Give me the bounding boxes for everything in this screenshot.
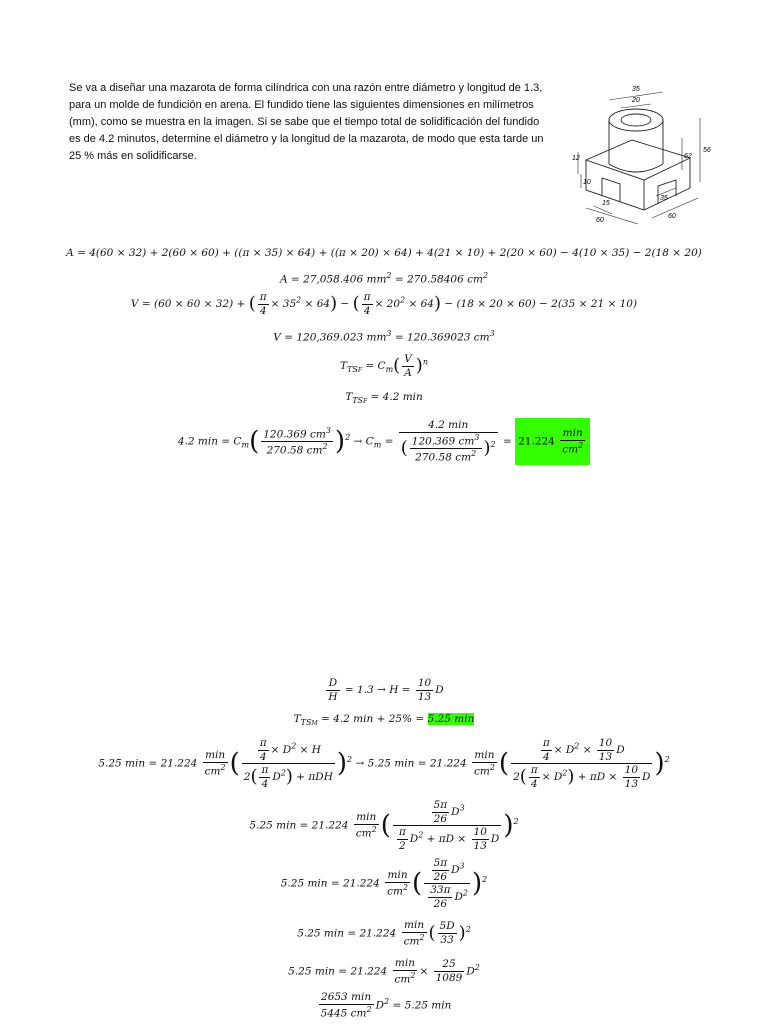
volume-value: V = 120,369.023 $mm^3 = 120.369023$ $cm^3$ [273,329,495,344]
problem-statement: Se va a diseñar una mazarota de forma cilíndrica con una razón entre diámetro y longitud de 1.3, para un molde de fundición en arena. El fundido tiene las siguientes dimensiones en milímetros (mm), como se muestra en la imagen. Si se sabe que el tiempo total de solidificación del fundido es de 4.2 minutos, determine el diámetro y la longitud de la mazarota, de modo que esta tarde un 25 % más en solidificarse. [69,82,544,162]
riser-equation-5: 5.25 min = 21.224 $\frac{\min}{cm^2}$ × $\frac{25}{1089}$ $D^2$ [288,957,480,985]
dim-label-62: 62 [684,153,692,160]
dim-label-10: 10 [583,179,591,186]
riser-equation-6: $\frac{2653 \min}{5445 cm^2}$ $D^2 = 5.25$ min [320,991,452,1019]
riser-equation-3: 5.25 min = 21.224 $\frac{\min}{cm^2}$ ( $\frac{5\pi}{26}$ $D^3$ $\frac{33\pi}{26}$ $D^2$ )$^2$ [280,857,488,910]
riser-equation-4: 5.25 min = 21.224 $\frac{\min}{cm^2}$ ( $\frac{5D}{33}$ )$^2$ [297,919,471,947]
cm-calculation: 4.2 $\min = C_m$( $\frac{120.369 cm^3}{270.58 cm^2}$ )$^2 \to C_m$ = 4.2 min ( $\frac{120.369 cm^3}{270.58 cm^2}$ )$^2$ = 21.224 $\frac{\min}{cm^2}$ [0,418,768,465]
ttsm-equation: $T_{TSM} = 4.2$ min + 25% = 5.25 min [293,713,475,728]
dim-label-35: 35 [632,86,640,93]
area-expression: A = 4(60 × 32) + 2(60 × 60) + ((π × 35) × 64) + ((π × 20) × 64) + 4(21 × 10) + 2(20 × 60) − 4(10 × 35) − 2(18 × 20) [66,247,702,259]
casting-drawing [572,78,722,230]
riser-equation-1: 5.25 min = 21.224 $\frac{\min}{cm^2}$ ( $\frac{\pi}{4}$ × $D^2 \times H$ 2( $\frac{\pi}{4}$ $D^2) + \pi DH$ )$^2$ → 5.25 min = 21.224 $\frac{\min}{cm^2}$ ( $\frac{\pi}{4}$ × $D^2$ × $\frac{10}{13}$ D 2( $\frac{\pi}{4}$ × $D^2) + \pi D$ × $\frac{10}{13}$ D )$^2$ [98,737,670,790]
cm-result-highlight: 21.224 $\frac{\min}{cm^2}$ [515,418,590,465]
dim-label-15: 15 [602,200,610,207]
ttsm-result-highlight: 5.25 min [427,713,475,725]
dim-label-20: 20 [632,97,640,104]
volume-expression: V = (60 × 60 × 32) + ( $\frac{\pi}{4}$ × $35^2 \times 64$) − ( $\frac{\pi}{4}$ × $20^2 \times 64) - (18 \times 20 \times 60) - 2(35 \times 21 \times 10)$ [130,291,638,317]
dim-label-60-right: 60 [668,213,676,220]
dim-label-12: 12 [572,155,580,162]
tts-value: $T_{TSF} = 4.2$ min [345,391,423,406]
dim-label-60-left: 60 [596,217,604,224]
ratio-equation: $\frac{D}{H}$ = 1.3 → H = $\frac{10}{13}$ D [328,677,444,703]
dim-label-35-right: 35 [660,195,668,202]
dim-label-56: 56 [703,147,711,154]
chvorinov-rule: $T_{TSF} = C_m$( $\frac{V}{A}$ )$^n$ [340,353,428,379]
riser-equation-2: 5.25 min = 21.224 $\frac{\min}{cm^2}$ ( $\frac{5\pi}{26}$ $D^3$ $\frac{\pi}{2}$ $D^2 + \pi D$ × $\frac{10}{13}$ D )$^2$ [249,799,519,852]
area-value: A = 27,058.406 $mm^2 = 270.58406$ $cm^2$ [279,271,489,286]
